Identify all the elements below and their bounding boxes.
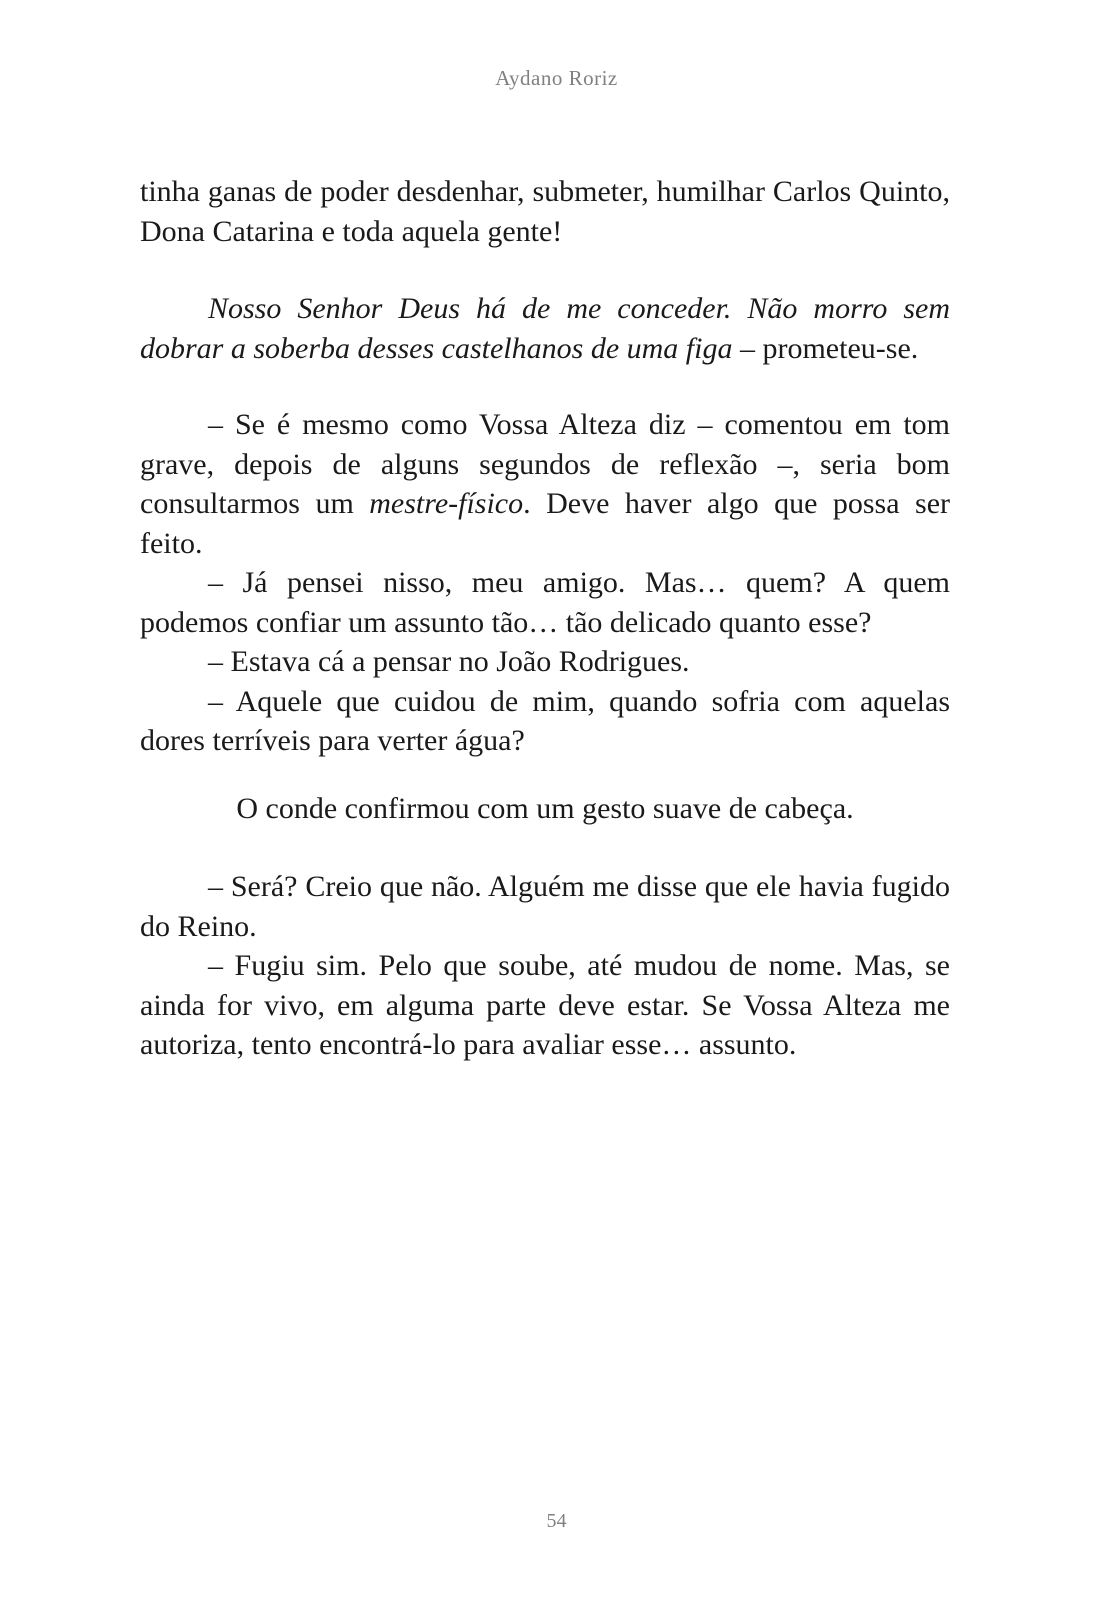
paragraph-block-4 [140,789,950,829]
paragraph-2-italic: Nosso Senhor Deus há de me conceder. Não morro sem dobrar a soberba desses castelhanos de uma figa [140,292,950,365]
paragraph-3 [140,405,950,563]
paragraph-1: tinha ganas de poder desdenhar, submeter, humilhar Carlos Quinto, Dona Catarina e toda aquela gente! [140,175,950,248]
paragraph-9: – Fugiu sim. Pelo que soube, até mudou de nome. Mas, se ainda for vivo, em alguma parte deve estar. Se Vossa Alteza me autoriza, tento encontrá-lo para avaliar esse… assunto. [140,949,950,1061]
paragraph-2-tail: – prometeu-se. [732,331,919,365]
paragraph-3-end: . Deve haver algo que possa ser feito. [140,487,951,560]
paragraph-block-2 [140,289,950,368]
paragraph-3-start: – Se é mesmo como Vossa Alteza diz – comentou em tom grave, depois de alguns segundos de reflexão –, seria bom consultarmos um [140,408,950,520]
paragraph-block-3 [140,405,950,761]
paragraph-block-1 [140,172,950,251]
paragraph-block-5 [140,867,950,1065]
running-head-author: Aydano Roriz [495,66,618,90]
paragraph-3-italic: mestre-físico [369,487,524,520]
paragraph-6: – Aquele que cuidou de mim, quando sofria com aquelas dores terríveis para verter água? [140,684,950,757]
paragraph-2 [140,289,950,368]
paragraph-5: – Estava cá a pensar no João Rodrigues. [208,645,690,678]
page-number: 54 [546,1510,567,1532]
paragraph-8: – Será? Creio que não. Alguém me disse que ele havia fugido do Reino. [140,870,950,943]
paragraph-7: O conde confirmou com um gesto suave de cabeça. [236,792,854,825]
paragraph-4: – Já pensei nisso, meu amigo. Mas… quem? A quem podemos confiar um assunto tão… tão delicado quanto esse? [140,566,950,639]
